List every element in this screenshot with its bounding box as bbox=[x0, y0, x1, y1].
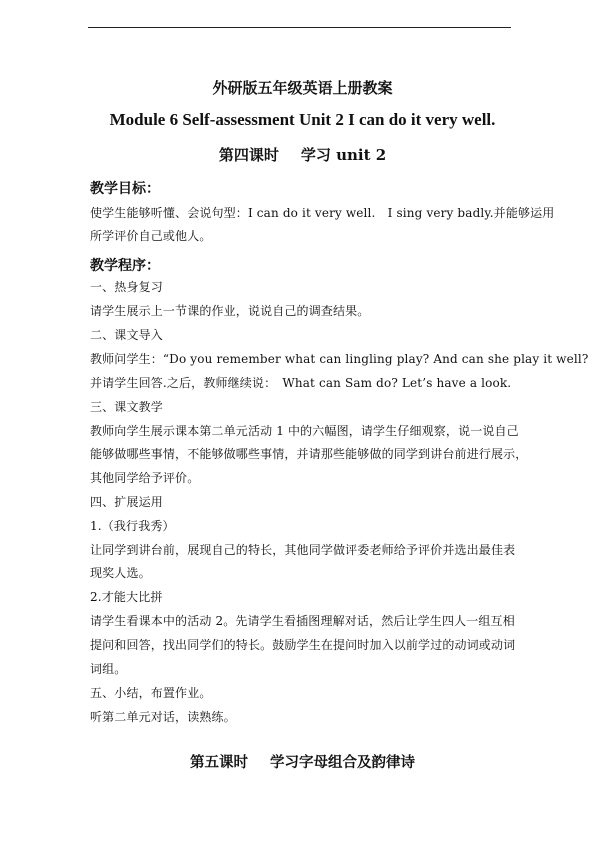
procedure-line: 其他同学给予评价。 bbox=[90, 471, 200, 485]
module-title: Module 6 Self-assessment Unit 2 I can do it very well. bbox=[109, 110, 496, 129]
document-title: 外研版五年级英语上册教案 bbox=[212, 79, 393, 97]
procedure-section-heading: 二、课文导入 bbox=[90, 328, 163, 342]
lesson-4-topic: 学习 unit 2 bbox=[300, 146, 387, 164]
procedure-line: 听第二单元对话，读熟练。 bbox=[90, 710, 236, 724]
objectives-line: 使学生能够听懂、会说句型：I can do it very well. I sing very badly.并能够运用 bbox=[90, 206, 555, 220]
objectives-line: 所学评价自己或他人。 bbox=[90, 229, 212, 243]
procedure-line: 并请学生回答.之后，教师继续说： What can Sam do? Let’s have a look. bbox=[90, 376, 512, 390]
lesson-5-topic: 学习字母组合及韵律诗 bbox=[270, 754, 415, 771]
procedure-line: 请学生展示上一节课的作业，说说自己的调查结果。 bbox=[90, 304, 370, 318]
procedure-line: 词组。 bbox=[90, 662, 127, 676]
procedure-section-heading: 五、小结，布置作业。 bbox=[90, 686, 212, 700]
lesson-5-title bbox=[90, 751, 515, 772]
header-rule bbox=[88, 27, 511, 28]
procedure-line: 能够做哪些事情，不能够做哪些事情，并请那些能够做的同学到讲台前进行展示， bbox=[90, 447, 528, 461]
procedure-line: 提问和回答，找出同学们的特长。鼓励学生在提问时加入以前学过的动词或动词 bbox=[90, 638, 516, 652]
lesson-5-label: 第五课时 bbox=[190, 754, 248, 771]
procedure-subheading: 1.（我行我秀） bbox=[90, 519, 175, 533]
procedure-line: 教师向学生展示课本第二单元活动 1 中的六幅图，请学生仔细观察，说一说自己 bbox=[90, 424, 519, 438]
lesson-4-title bbox=[90, 144, 515, 165]
procedure-line: 请学生看课本中的活动 2。先请学生看插图理解对话，然后让学生四人一组互相 bbox=[90, 614, 515, 628]
objectives-heading: 教学目标： bbox=[90, 181, 160, 197]
procedure-section-heading: 四、扩展运用 bbox=[90, 495, 163, 509]
procedure-line: 让同学到讲台前，展现自己的特长，其他同学做评委老师给予评价并选出最佳表 bbox=[90, 543, 516, 557]
procedure-subheading: 2.才能大比拼 bbox=[90, 590, 163, 604]
procedure-line: 现奖人选。 bbox=[90, 566, 151, 580]
procedure-section-heading: 三、课文教学 bbox=[90, 400, 163, 414]
procedure-line: 教师问学生：“Do you remember what can lingling play? And can she play it well? bbox=[90, 352, 589, 366]
lesson-4-label: 第四课时 bbox=[218, 146, 279, 164]
procedure-section-heading: 一、热身复习 bbox=[90, 280, 163, 294]
procedure-heading: 教学程序： bbox=[90, 258, 160, 274]
